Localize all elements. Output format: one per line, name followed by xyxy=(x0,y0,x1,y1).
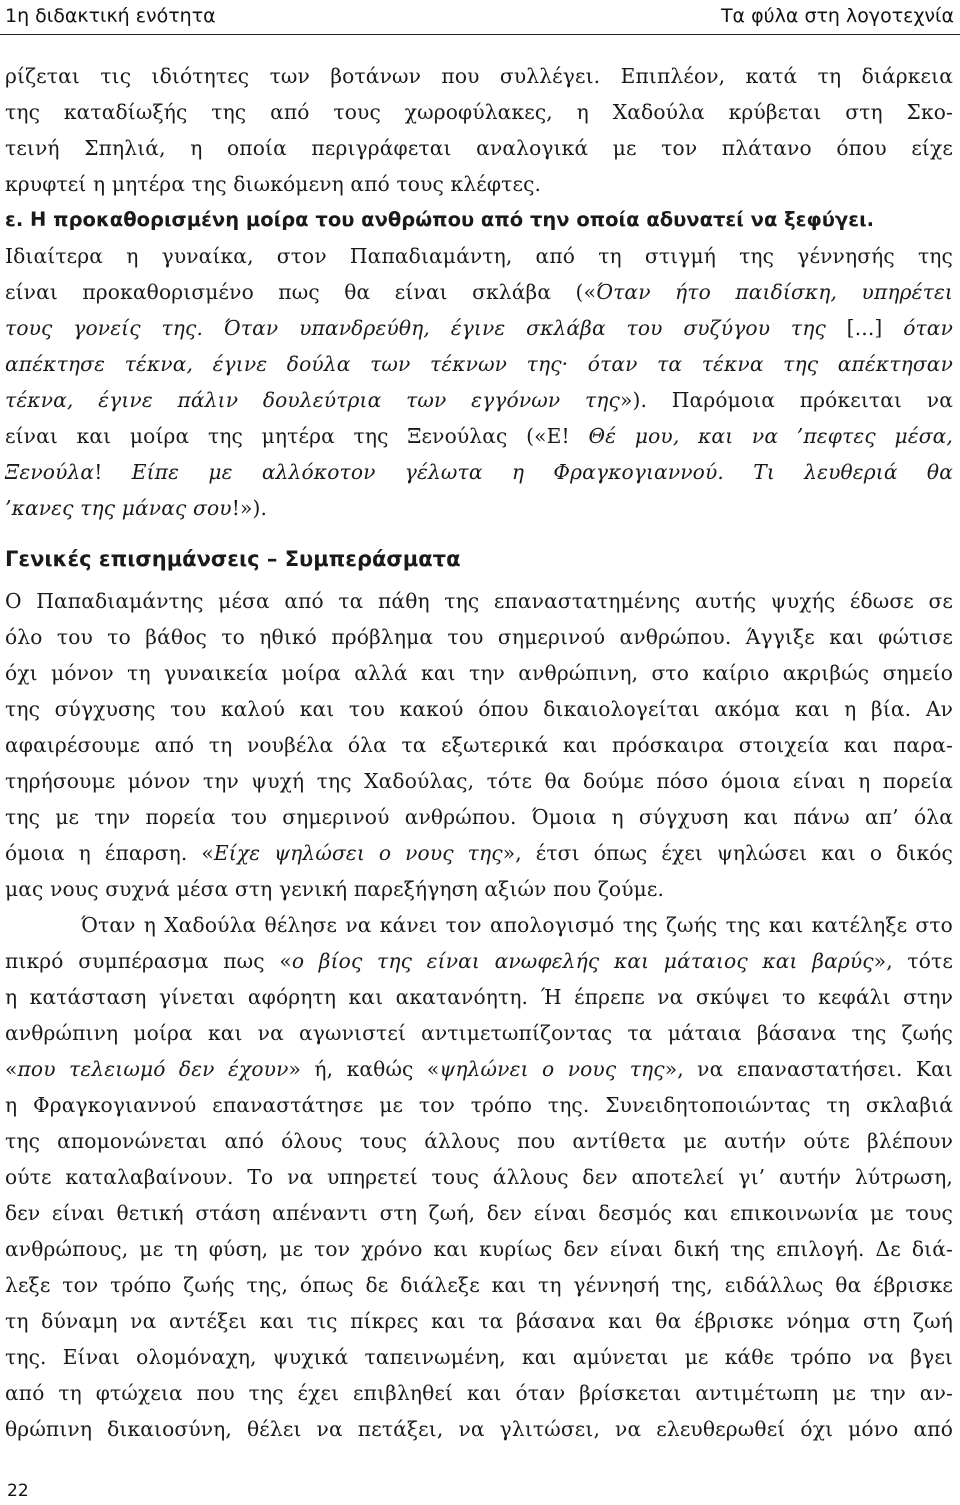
text-line: της σύγχυσης του καλού και του κακού όπου δικαιολογείται ακόμα και η βία. Αν xyxy=(5,697,953,721)
text-line: από τη φτώχεια που της έχει επιβληθεί και όταν βρίσκεται αντιμέτωπη με την αν- xyxy=(5,1381,953,1405)
text-line: τηρήσουμε μόνον την ψυχή της Χαδούλας, τότε θα δούμε πόσο όμοια είναι η πορεία xyxy=(5,769,953,793)
text-line: ’κανες της μάνας σου!»). xyxy=(5,496,268,520)
page-body xyxy=(5,58,953,1447)
section-heading: Γενικές επισημάνσεις – Συμπεράσματα xyxy=(5,547,461,571)
text-line: «που τελειωμό δεν έχουν» ή, καθώς «ψηλώνει ο νους της», να επαναστατήσει. Και xyxy=(5,1057,953,1081)
text-line: Ιδιαίτερα η γυναίκα, στον Παπαδιαμάντη, από τη στιγμή της γέννησής της xyxy=(5,244,953,268)
header-title: Τα φύλα στη λογοτεχνία xyxy=(720,5,954,27)
text-line: είναι και μοίρα της μητέρα της Ξενούλας («Ε! Θέ μου, και να ’πεφτες μέσα, xyxy=(5,424,953,448)
section-e-title: ε. Η προκαθορισμένη μοίρα του ανθρώπου από την οποία αδυνατεί να ξεφύγει. xyxy=(5,208,875,231)
text-line: τεινή Σπηλιά, η οποία περιγράφεται αναλογικά με τον πλάτανο όπου είχε xyxy=(5,136,953,160)
section-e xyxy=(5,202,953,526)
header-rule xyxy=(0,34,960,35)
text-line: τέκνα, έγινε πάλιν δουλεύτρια των εγγόνων της»). Παρόμοια πρόκειται να xyxy=(5,388,953,412)
text-line: ρίζεται τις ιδιότητες των βοτάνων που συλλέγει. Επιπλέον, κατά τη διάρκεια xyxy=(5,64,953,88)
text-line: θρώπινη δικαιοσύνη, θέλει να πετάξει, να γλιτώσει, να ελευθερωθεί όχι μόνο από xyxy=(5,1417,953,1441)
text-line: απέκτησε τέκνα, έγινε δούλα των τέκνων της· όταν τα τέκνα της απέκτησαν xyxy=(5,352,953,376)
text-line: αφαιρέσουμε από τη νουβέλα όλα τα εξωτερικά και πρόσκαιρα στοιχεία και παρα- xyxy=(5,733,953,757)
text-line: δεν είναι θετική στάση απέναντι στη ζωή, δεν είναι δεσμός και επικοινωνία με τους xyxy=(5,1201,953,1225)
page-number: 22 xyxy=(7,1481,29,1501)
text-line: λεξε τον τρόπο ζωής της, όπως δε διάλεξε και τη γέννησή της, ειδάλλως θα έβρισκε xyxy=(5,1273,953,1297)
text-line: μας νους συχνά μέσα στη γενική παρεξήγηση αξιών που ζούμε. xyxy=(5,877,665,901)
text-line: της απομονώνεται από όλους τους άλλους που αντίθετα με αυτήν ούτε βλέπουν xyxy=(5,1129,953,1153)
text-line: όχι μόνον τη γυναικεία μοίρα αλλά και την ανθρώπινη, στο καίριο ακριβώς σημείο xyxy=(5,661,953,685)
text-line: ανθρώπινη μοίρα και να αγωνιστεί αντιμετωπίζοντας τα μάταια βάσανα της ζωής xyxy=(5,1021,953,1045)
paragraph-1 xyxy=(5,583,953,907)
text-line: όμοια η έπαρση. «Είχε ψηλώσει ο νους της», έτσι όπως έχει ψηλώσει και ο δικός xyxy=(5,841,953,865)
intro-paragraph xyxy=(5,58,953,202)
text-line: όλο του το βάθος το ηθικό πρόβλημα του σημερινού ανθρώπου. Άγγιξε και φώτισε xyxy=(5,625,953,649)
text-line: της καταδίωξής της από τους χωροφύλακες, η Χαδούλα κρύβεται στη Σκο- xyxy=(5,100,953,124)
text-line: η Φραγκογιαννού επαναστάτησε με τον τρόπο της. Συνειδητοποιώντας τη σκλαβιά xyxy=(5,1093,953,1117)
running-header xyxy=(0,0,960,32)
text-line: πικρό συμπέρασμα πως «ο βίος της είναι ανωφελής και μάταιος και βαρύς», τότε xyxy=(5,949,953,973)
text-line: ούτε καταλαβαίνουν. Το να υπηρετεί τους άλλους δεν αποτελεί γι’ αυτήν λύτρωση, xyxy=(5,1165,953,1189)
paragraph-2 xyxy=(5,907,953,1447)
text-line: κρυφτεί η μητέρα της διωκόμενη από τους κλέφτες. xyxy=(5,172,542,196)
text-line: Ξενούλα! Είπε με αλλόκοτον γέλωτα η Φραγκογιαννού. Τι λευθεριά θα xyxy=(5,460,953,484)
text-line: Όταν η Χαδούλα θέλησε να κάνει τον απολογισμό της ζωής της και κατέληξε στο xyxy=(81,913,953,937)
text-line: η κατάσταση γίνεται αφόρητη και ακατανόητη. Ή έπρεπε να σκύψει το κεφάλι στην xyxy=(5,985,953,1009)
text-line: τη δύναμη να αντέξει και τις πίκρες και τα βάσανα και θα έβρισκε νόημα στη ζωή xyxy=(5,1309,953,1333)
text-line: είναι προκαθορισμένο πως θα είναι σκλάβα («Όταν ήτο παιδίσκη, υπηρέτει xyxy=(5,280,953,304)
text-line: της. Είναι ολομόναχη, ψυχικά ταπεινωμένη, και αμύνεται με κάθε τρόπο να βγει xyxy=(5,1345,953,1369)
text-line: Ο Παπαδιαμάντης μέσα από τα πάθη της επαναστατημένης αυτής ψυχής έδωσε σε xyxy=(5,589,953,613)
text-line: ανθρώπους, με τη φύση, με τον χρόνο και κυρίως δεν είναι δική της επιλογή. Δε διά- xyxy=(5,1237,953,1261)
text-line: τους γονείς της. Όταν υπανδρεύθη, έγινε σκλάβα του συζύγου της [...] όταν xyxy=(5,316,954,340)
header-unit: 1η διδακτική ενότητα xyxy=(5,5,216,27)
text-line: της με την πορεία του σημερινού ανθρώπου. Όμοια η σύγχυση και πάνω απ’ όλα xyxy=(5,805,953,829)
